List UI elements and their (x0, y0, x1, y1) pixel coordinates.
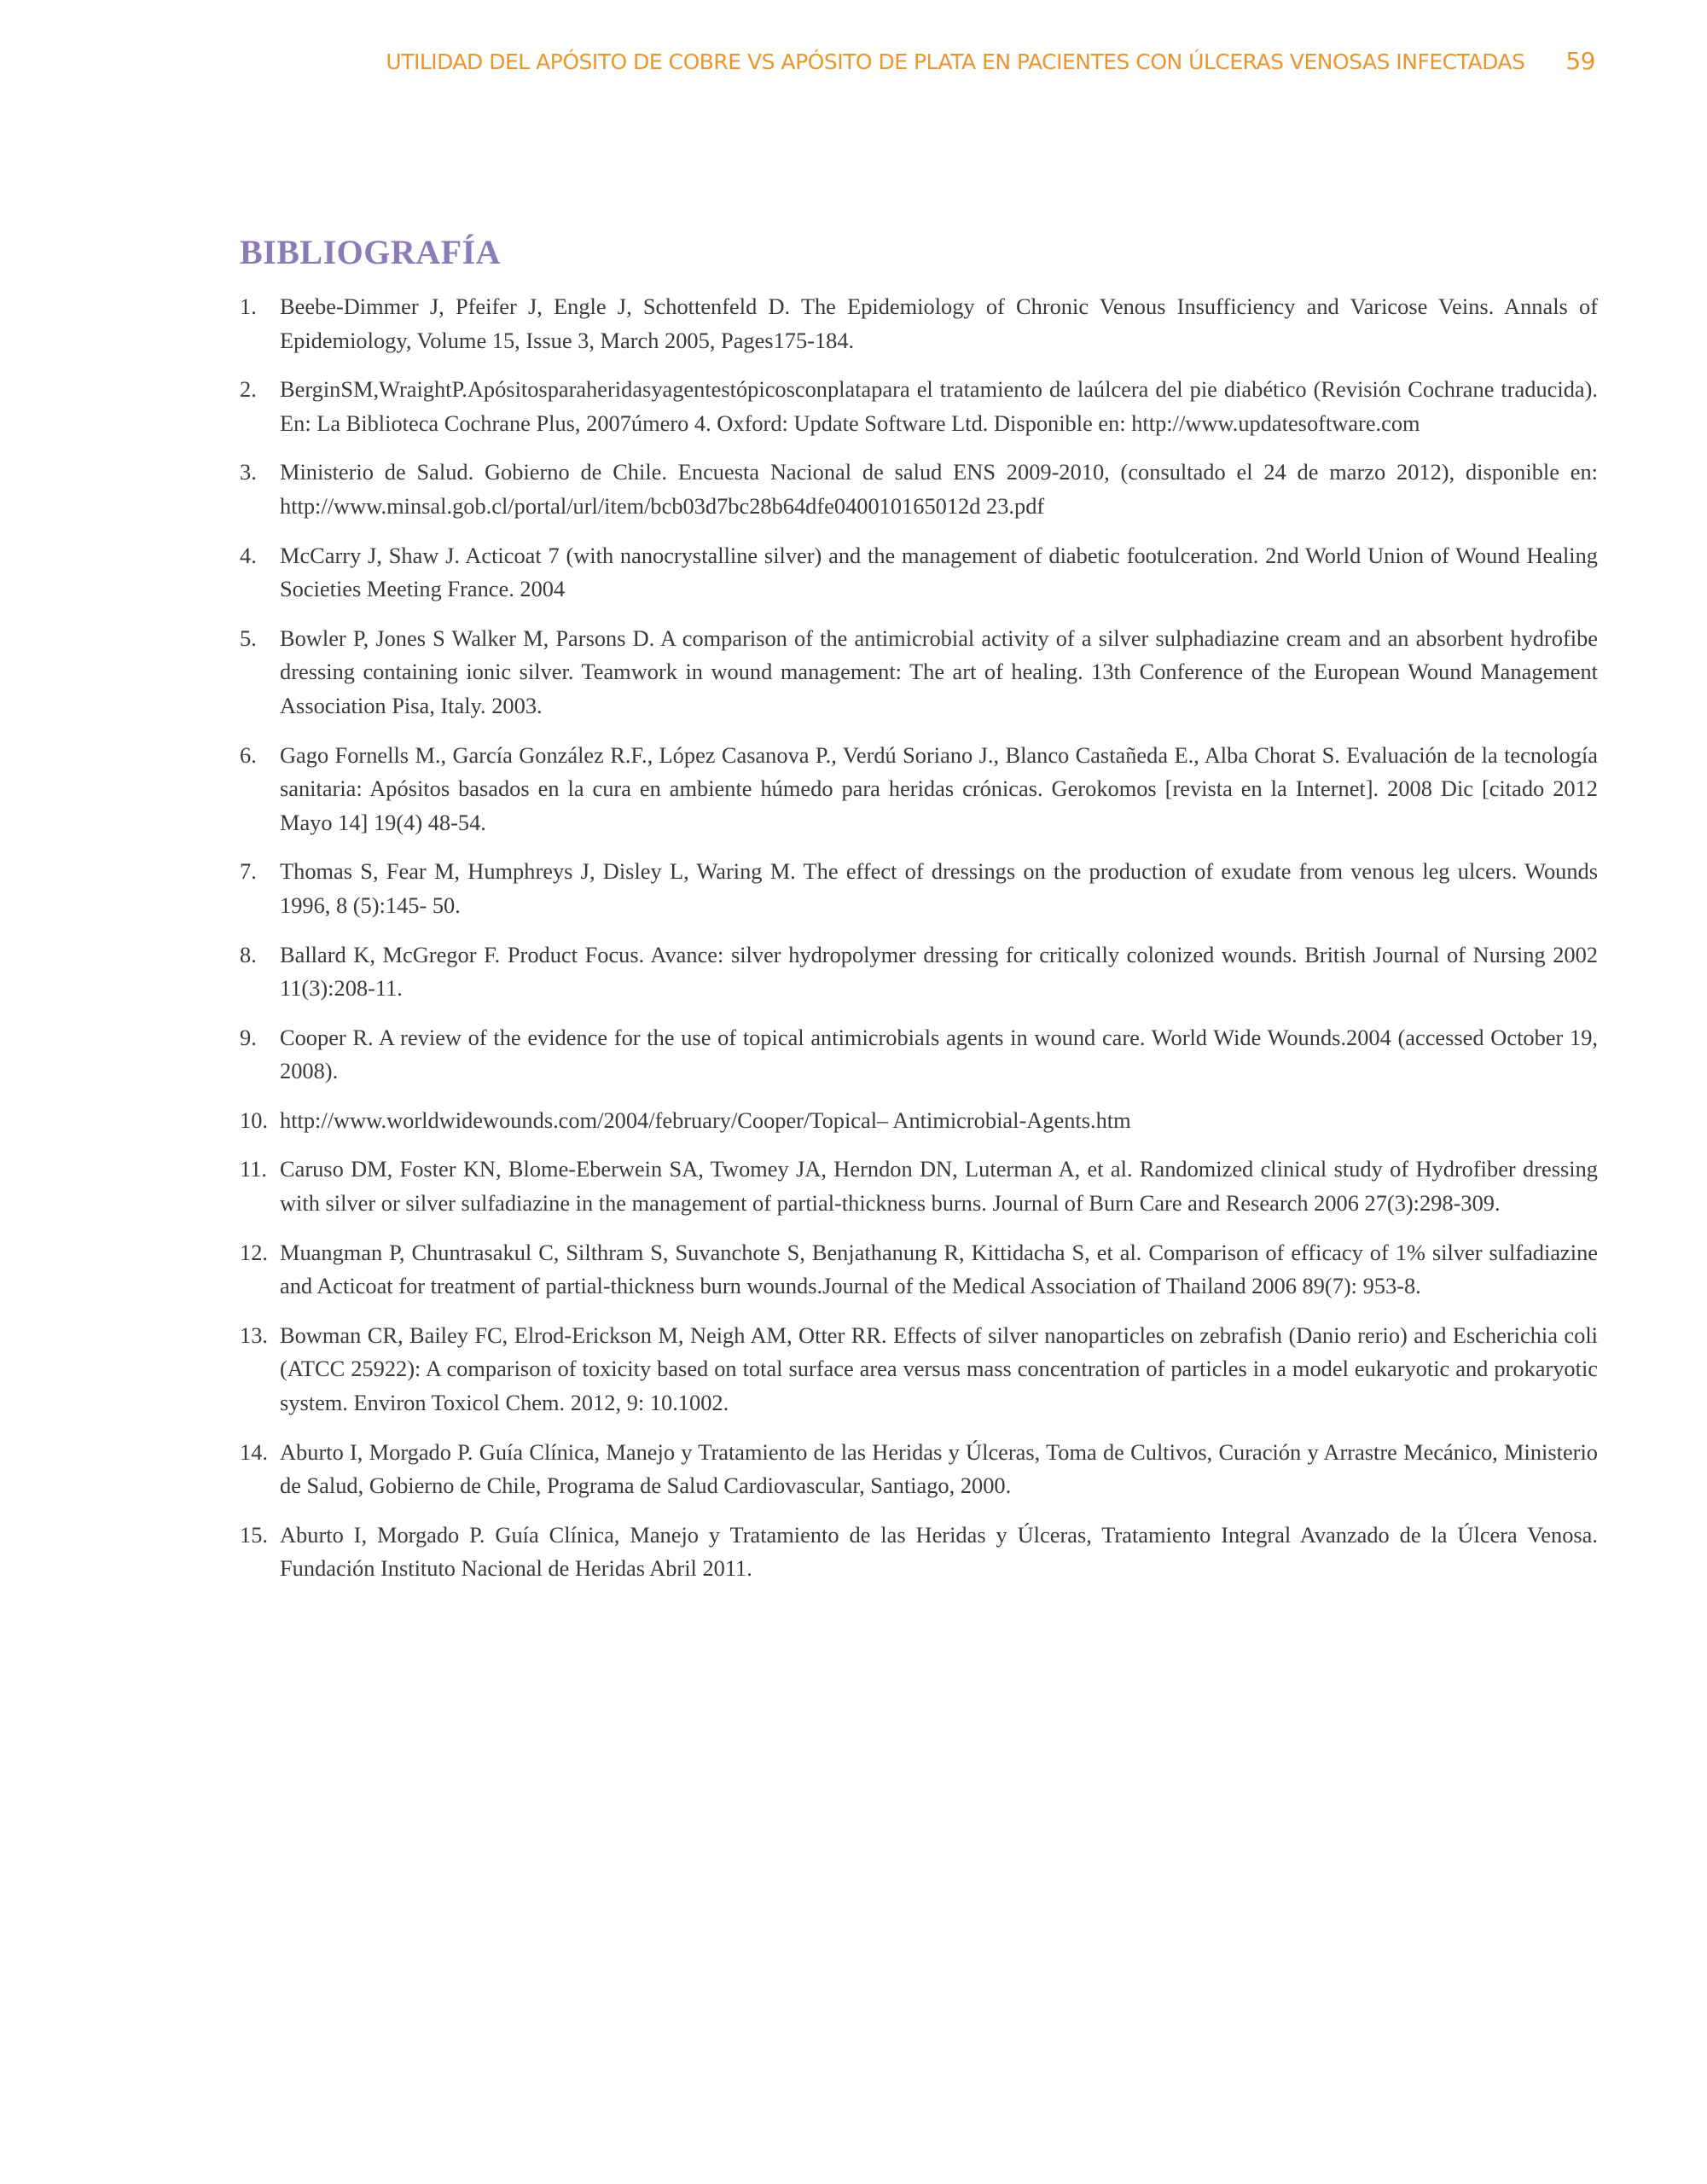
reference-item (240, 1153, 1598, 1220)
reference-number: 3. (240, 459, 257, 485)
reference-number: 12. (240, 1239, 268, 1265)
running-title: UTILIDAD DEL APÓSITO DE COBRE VS APÓSITO DE PLATA EN PACIENTES CON ÚLCERAS VENOSAS INFECTADAS (386, 49, 1525, 74)
reference-item (240, 1021, 1598, 1089)
reference-item (240, 290, 1598, 357)
reference-number: 13. (240, 1321, 268, 1348)
reference-number: 15. (240, 1521, 268, 1548)
reference-text: Ministerio de Salud. Gobierno de Chile. Encuesta Nacional de salud ENS 2009-2010, (consultado el 24 de marzo 2012), disponible en: http://www.minsal.gob.cl/portal/url/item/bcb03d7bc28b64dfe040010165012d 23.pdf (280, 459, 1598, 519)
reference-item (240, 1319, 1598, 1420)
reference-text: Cooper R. A review of the evidence for the use of topical antimicrobials agents in wound care. World Wide Wounds.2004 (accessed October 19, 2008). (280, 1024, 1598, 1084)
reference-item (240, 1104, 1598, 1138)
reference-text: Bowler P, Jones S Walker M, Parsons D. A comparison of the antimicrobial activity of a silver sulphadiazine cream and an absorbent hydrofibe dressing containing ionic silver. Teamwork in wound management: The art of healing. 13th Conference of the European Wound Management Association Pisa, Italy. 2003. (280, 624, 1598, 718)
reference-text: BerginSM,WraightP.Apósitosparaheridasyagentestópicosconplatapara el tratamiento de laúlcera del pie diabético (Revisión Cochrane traducida). En: La Biblioteca Cochrane Plus, 2007úmero 4. Oxford: Update Software Ltd. Disponible en: http://www.updatesoftware.com (280, 376, 1598, 436)
reference-number: 1. (240, 293, 257, 319)
reference-text: Ballard K, McGregor F. Product Focus. Avance: silver hydropolymer dressing for critically colonized wounds. British Journal of Nursing 2002 11(3):208-11. (280, 941, 1598, 1002)
reference-text: Thomas S, Fear M, Humphreys J, Disley L, Waring M. The effect of dressings on the production of exudate from venous leg ulcers. Wounds 1996, 8 (5):145- 50. (280, 858, 1598, 918)
reference-number: 4. (240, 542, 257, 568)
reference-text: McCarry J, Shaw J. Acticoat 7 (with nanocrystalline silver) and the management of diabetic footulceration. 2nd World Union of Wound Healing Societies Meeting France. 2004 (280, 542, 1598, 602)
reference-item (240, 938, 1598, 1006)
reference-item (240, 1436, 1598, 1503)
reference-text: http://www.worldwidewounds.com/2004/february/Cooper/Topical– Antimicrobial-Agents.htm (280, 1107, 1131, 1133)
reference-text: Aburto I, Morgado P. Guía Clínica, Manejo y Tratamiento de las Heridas y Úlceras, Tratamiento Integral Avanzado de la Úlcera Venosa. Fundación Instituto Nacional de Heridas Abril 2011. (280, 1521, 1598, 1582)
running-header (0, 47, 1595, 75)
reference-item (240, 373, 1598, 440)
reference-item (240, 1236, 1598, 1304)
reference-number: 10. (240, 1107, 268, 1133)
reference-item (240, 1519, 1598, 1586)
reference-item (240, 622, 1598, 723)
reference-text: Aburto I, Morgado P. Guía Clínica, Manejo y Tratamiento de las Heridas y Úlceras, Toma de Cultivos, Curación y Arrastre Mecánico, Ministerio de Salud, Gobierno de Chile, Programa de Salud Cardiovascular, Santiago, 2000. (280, 1438, 1598, 1499)
reference-number: 14. (240, 1438, 268, 1465)
reference-number: 11. (240, 1156, 268, 1182)
reference-text: Bowman CR, Bailey FC, Elrod-Erickson M, Neigh AM, Otter RR. Effects of silver nanoparticles on zebrafish (Danio rerio) and Escherichia coli (ATCC 25922): A comparison of toxicity based on total surface area versus mass concentration of particles in a model eukaryotic and prokaryotic system. Environ Toxicol Chem. 2012, 9: 10.1002. (280, 1321, 1598, 1416)
reference-text: Muangman P, Chuntrasakul C, Silthram S, Suvanchote S, Benjathanung R, Kittidacha S, et al. Comparison of efficacy of 1% silver sulfadiazine and Acticoat for treatment of partial-thickness burn wounds.Journal of the Medical Association of Thailand 2006 89(7): 953-8. (280, 1239, 1598, 1299)
reference-item (240, 739, 1598, 840)
reference-text: Caruso DM, Foster KN, Blome-Eberwein SA, Twomey JA, Herndon DN, Luterman A, et al. Randomized clinical study of Hydrofiber dressing with silver or silver sulfadiazine in the management of partial-thickness burns. Journal of Burn Care and Research 2006 27(3):298-309. (280, 1156, 1598, 1217)
reference-text: Gago Fornells M., García González R.F., López Casanova P., Verdú Soriano J., Blanco Castañeda E., Alba Chorat S. Evaluación de la tecnología sanitaria: Apósitos basados en la cura en ambiente húmedo para heridas crónicas. Gerokomos [revista en la Internet]. 2008 Dic [citado 2012 Mayo 14] 19(4) 48-54. (280, 741, 1598, 835)
page-number: 59 (1565, 47, 1595, 75)
reference-text: Beebe-Dimmer J, Pfeifer J, Engle J, Schottenfeld D. The Epidemiology of Chronic Venous Insufficiency and Varicose Veins. Annals of Epidemiology, Volume 15, Issue 3, March 2005, Pages175-184. (280, 293, 1598, 353)
reference-number: 5. (240, 624, 257, 651)
reference-number: 2. (240, 376, 257, 403)
section-title: BIBLIOGRAFÍA (240, 233, 502, 271)
reference-number: 6. (240, 741, 257, 768)
reference-item (240, 855, 1598, 922)
reference-list (240, 290, 1598, 1601)
reference-item (240, 456, 1598, 523)
reference-number: 8. (240, 941, 257, 967)
reference-number: 9. (240, 1024, 257, 1050)
reference-number: 7. (240, 858, 257, 885)
reference-item (240, 539, 1598, 607)
